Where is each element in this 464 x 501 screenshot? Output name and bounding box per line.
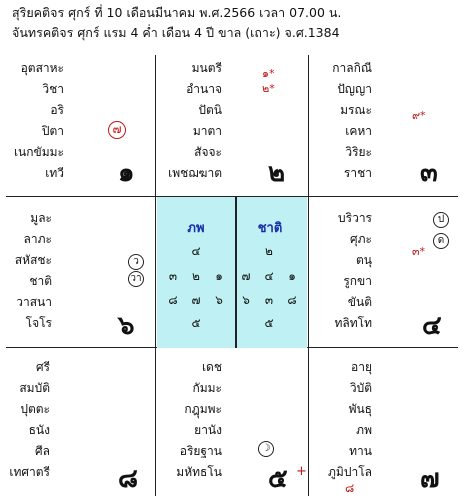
label: ภูมิปาโล <box>328 465 372 479</box>
house-number: ๒ <box>268 158 286 188</box>
house-1-labels <box>0 58 64 184</box>
label: วิชา <box>42 82 64 96</box>
label: อำนาจ <box>186 82 222 96</box>
label: ศรี <box>35 360 50 374</box>
planet-marker: วา <box>128 271 144 287</box>
label: รูกขา <box>343 274 372 288</box>
house-number: ๗ <box>420 464 440 494</box>
planet-mark: ๘ <box>345 481 355 495</box>
center-num: ๖ <box>215 293 223 307</box>
label: มนตรี <box>191 61 222 75</box>
planet-mark: ๒* <box>262 82 275 95</box>
house-number: ๓ <box>420 158 438 188</box>
label: ปัตนิ <box>198 103 222 117</box>
label: พันธุ <box>348 402 372 416</box>
center-num: ๒ <box>265 244 273 258</box>
planet-mark: ๓* <box>412 245 426 258</box>
house-number: ๑ <box>118 158 135 188</box>
center-divider <box>235 197 237 348</box>
label: ยานัง <box>194 423 222 437</box>
label: ปิตา <box>41 124 64 138</box>
label: ลาภะ <box>23 232 52 246</box>
center-num: ๑ <box>288 269 296 283</box>
center-num: ๑ <box>215 269 223 283</box>
center-num: ๕ <box>264 316 274 330</box>
center-num: ๓ <box>168 269 178 283</box>
label: เคหา <box>345 124 372 138</box>
house-2-labels <box>158 58 222 184</box>
planet-marker: ๗ <box>108 121 126 139</box>
grid-line <box>155 55 156 496</box>
solar-date-line: สุริยคติจร ศุกร์ ที่ 10 เดือนมีนาคม พ.ศ.2566 เวลา 07.00 น. <box>12 5 342 20</box>
label: อริ <box>50 103 64 117</box>
center-num: ๔ <box>264 269 274 283</box>
planet-marker: ด <box>433 233 449 249</box>
center-num: ๖ <box>242 293 250 307</box>
label: มูละ <box>30 211 52 225</box>
planet-mark: ๑* <box>262 67 275 80</box>
planet-marker: ว <box>128 254 144 270</box>
label: กัมมะ <box>192 381 222 395</box>
label: ศีล <box>35 444 50 458</box>
label: สัจจะ <box>194 145 222 159</box>
label: วิบัติ <box>349 381 372 395</box>
center-chart <box>157 197 307 348</box>
label: ทาน <box>349 444 372 458</box>
label: สมบัติ <box>19 381 50 395</box>
label: ขันติ <box>347 295 372 309</box>
center-title-left: ภพ <box>187 221 205 236</box>
label: กาลกิณี <box>332 61 372 75</box>
label: เทวี <box>45 166 64 180</box>
center-num: ๗ <box>241 269 251 283</box>
label: เทศาตรี <box>9 465 50 479</box>
label: เนกขัมมะ <box>13 145 64 159</box>
center-num: ๔ <box>191 244 201 258</box>
label: มรณะ <box>340 103 372 117</box>
label: ปุตตะ <box>20 402 50 416</box>
moon-icon: ☽ <box>258 441 274 457</box>
label: อุตสาหะ <box>20 61 64 75</box>
label: ราชา <box>343 166 372 180</box>
label: อริยฐาน <box>179 444 222 458</box>
house-6-labels <box>0 208 52 334</box>
house-number: ๕ <box>268 464 288 494</box>
label: กฎุมพะ <box>184 402 222 416</box>
label: เดช <box>201 360 222 374</box>
label: วิริยะ <box>345 145 372 159</box>
house-8-labels <box>0 357 50 483</box>
house-number: ๔ <box>422 311 442 341</box>
center-num: ๗ <box>191 293 201 307</box>
house-5-labels <box>158 357 222 483</box>
center-num: ๘ <box>168 293 178 307</box>
label: ชาติ <box>29 274 52 288</box>
center-num: ๕ <box>191 316 201 330</box>
label: วาสนา <box>16 295 52 309</box>
planet-marker: ป <box>433 212 449 228</box>
house-3-labels <box>308 58 372 184</box>
label: ทลิทโท <box>334 316 372 330</box>
center-num: ๘ <box>287 293 297 307</box>
label: โจโร <box>25 316 52 330</box>
plus-mark: + <box>296 464 307 479</box>
lunar-date-line: จันทรคติจร ศุกร์ แรม 4 ค่ำ เดือน 4 ปี ขาล (เถาะ) จ.ศ.1384 <box>12 25 340 40</box>
label: ปัญญา <box>337 82 372 96</box>
center-title-right: ชาติ <box>257 221 283 236</box>
label: ตนุ <box>356 253 372 267</box>
house-number: ๘ <box>118 464 139 494</box>
label: อายุ <box>351 360 372 374</box>
center-num: ๒ <box>192 269 200 283</box>
label: ศุภะ <box>350 232 372 246</box>
label: สหัสชะ <box>14 253 52 267</box>
label: บริวาร <box>338 211 372 225</box>
house-4-labels <box>308 208 372 334</box>
center-num: ๓ <box>264 293 274 307</box>
house-number: ๖ <box>118 311 135 341</box>
label: เพชฌฆาต <box>168 166 222 180</box>
label: ภพ <box>356 423 372 437</box>
label: ธนัง <box>28 423 50 437</box>
label: มาตา <box>192 124 222 138</box>
house-7-labels <box>308 357 372 483</box>
planet-mark: ๙* <box>412 109 426 122</box>
label: มหัทธโน <box>176 465 222 479</box>
